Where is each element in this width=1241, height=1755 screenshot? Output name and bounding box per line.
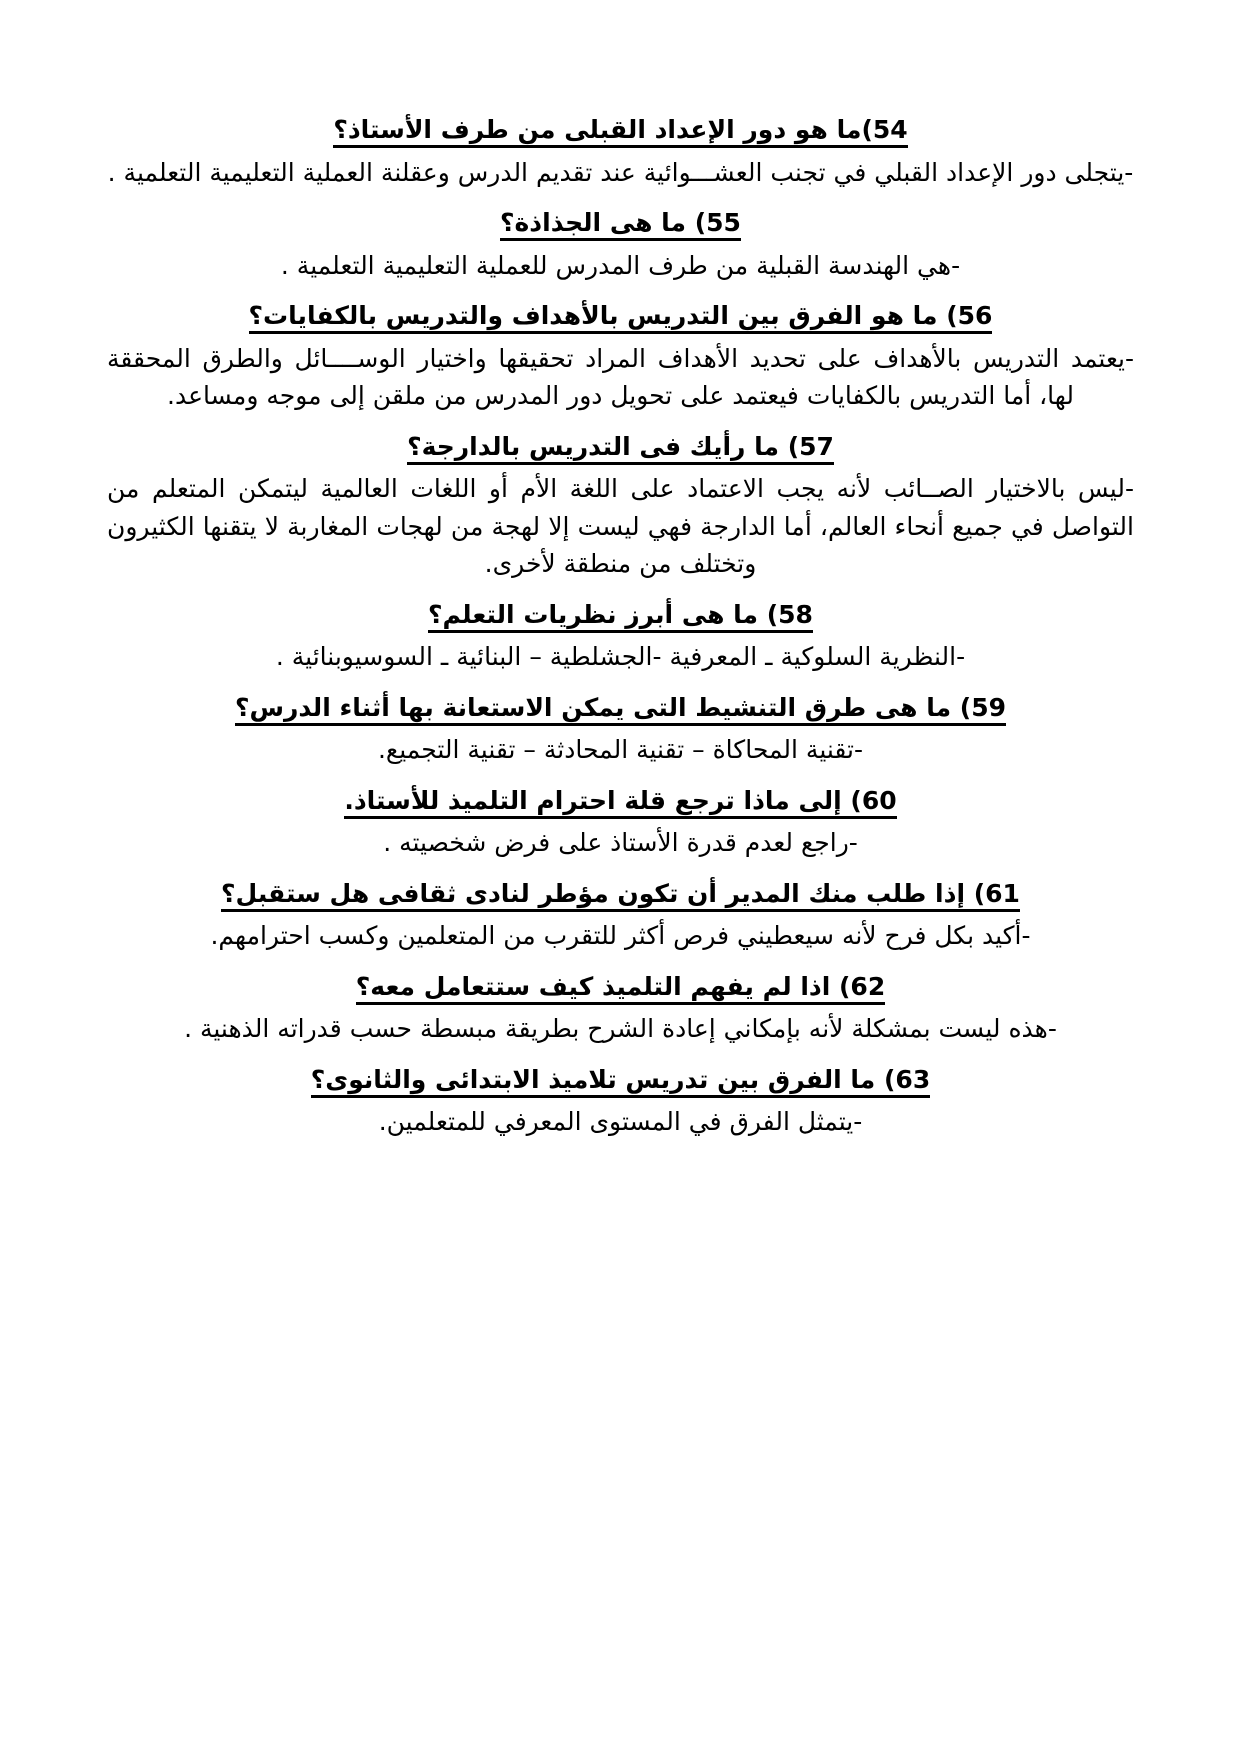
answer-text-59: -تقنية المحاكاة – تقنية المحادثة – تقنية التجميع. [377,735,864,764]
question-text-55: 55) ما هى الجذاذة؟ [500,208,741,241]
question-heading-62 [107,969,1134,1005]
question-heading-54 [107,112,1134,148]
qa-block-57 [107,429,1134,583]
question-heading-58 [107,597,1134,633]
question-heading-56 [107,298,1134,334]
question-heading-63 [107,1062,1134,1098]
answer-text-58: -النظرية السلوكية ـ المعرفية -الجشلطية – البنائية ـ السوسيوبنائية . [275,642,966,671]
qa-block-60 [107,783,1134,862]
qa-block-55 [107,205,1134,284]
qa-block-61 [107,876,1134,955]
question-text-62: 62) اذا لم يفهم التلميذ كيف ستتعامل معه؟ [356,972,885,1005]
document-body [107,112,1134,1141]
question-text-61: 61) إذا طلب منك المدير أن تكون مؤطر لنادى ثقافى هل ستقبل؟ [221,879,1020,912]
answer-text-57: -ليس بالاختيار الصــائب لأنه يجب الاعتماد على اللغة الأم أو اللغات العالمية ليتمكن المتعلم من التواصل في جميع أنحاء العالم، أما الدارجة فهي ليست إلا لهجة من لهجات المغاربة لا يتقنها الكثيرون وتختلف من منطقة لأخرى. [107,474,1134,578]
qa-block-58 [107,597,1134,676]
qa-block-54 [107,112,1134,191]
question-heading-60 [107,783,1134,819]
question-heading-59 [107,690,1134,726]
answer-text-55: -هي الهندسة القبلية من طرف المدرس للعملية التعليمية التعلمية . [280,250,961,280]
question-heading-55 [107,205,1134,241]
question-heading-61 [107,876,1134,912]
question-text-59: 59) ما هى طرق التنشيط التى يمكن الاستعانة بها أثناء الدرس؟ [235,693,1006,726]
question-text-57: 57) ما رأيك فى التدريس بالدارجة؟ [407,432,834,465]
qa-block-59 [107,690,1134,769]
question-text-54: 54)ما هو دور الإعداد القبلى من طرف الأستاذ؟ [333,115,907,148]
question-text-58: 58) ما هى أبرز نظريات التعلم؟ [428,600,813,633]
answer-text-54: -يتجلى دور الإعداد القبلي في تجنب العشـــوائية عند تقديم الدرس وعقلنة العملية التعليمية التعلمية . [107,157,1134,187]
answer-text-61: -أكيد بكل فرح لأنه سيعطيني فرص أكثر للتقرب من المتعلمين وكسب احترامهم. [210,921,1031,950]
question-heading-57 [107,429,1134,465]
answer-text-60: -راجع لعدم قدرة الأستاذ على فرض شخصيته . [383,828,858,857]
question-text-56: 56) ما هو الفرق بين التدريس بالأهداف والتدريس بالكفايات؟ [249,301,993,334]
qa-block-63 [107,1062,1134,1141]
answer-text-63: -يتمثل الفرق في المستوى المعرفي للمتعلمين. [378,1107,863,1136]
answer-text-62: -هذه ليست بمشكلة لأنه بإمكاني إعادة الشرح بطريقة مبسطة حسب قدراته الذهنية . [184,1014,1057,1043]
question-text-60: 60) إلى ماذا ترجع قلة احترام التلميذ للأستاذ. [344,786,896,819]
qa-block-62 [107,969,1134,1048]
answer-text-56: -يعتمد التدريس بالأهداف على تحديد الأهداف المراد تحقيقها واختيار الوســــائل والطرق المحققة لها، أما التدريس بالكفايات فيعتمد على تحويل دور المدرس من ملقن إلى موجه ومساعد. [107,343,1134,410]
question-text-63: 63) ما الفرق بين تدريس تلاميذ الابتدائى والثانوى؟ [311,1065,930,1098]
qa-block-56 [107,298,1134,415]
